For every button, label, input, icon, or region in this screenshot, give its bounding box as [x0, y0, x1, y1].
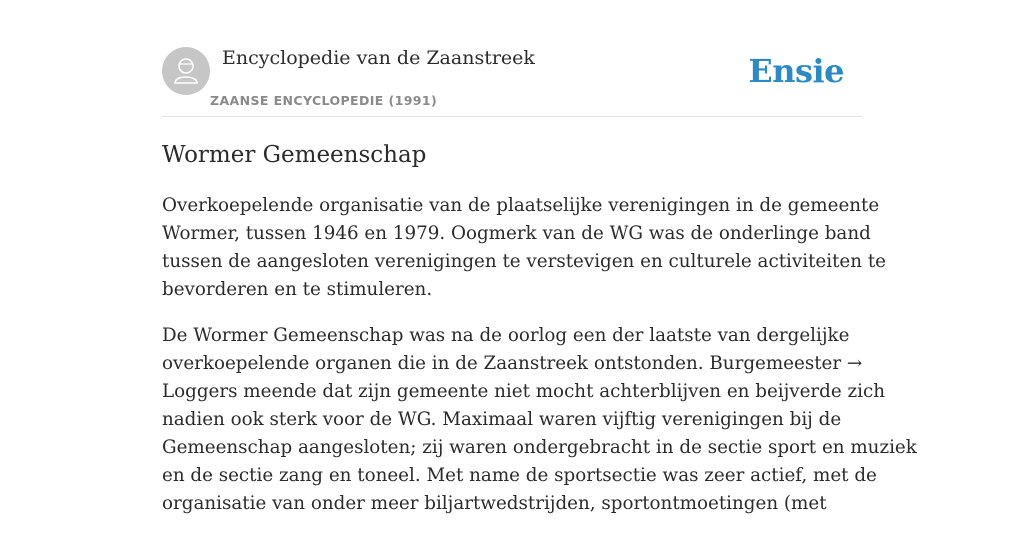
ensie-logo-link[interactable]: Ensie [748, 52, 844, 90]
cross-reference-arrow-icon[interactable]: → [846, 353, 863, 374]
article-paragraph-1 [162, 192, 886, 304]
paragraph-text: overkoepelende organen die in de Zaanstreek ontstonden. Burgemeester [162, 353, 847, 374]
paragraph-line: Overkoepelende organisatie van de plaatselijke verenigingen in de gemeente [162, 195, 880, 216]
paragraph-line: en de sectie zang en toneel. Met name de sportsectie was zeer actief, met de [162, 465, 877, 486]
cross-reference-link-loggers[interactable]: Loggers [162, 381, 238, 402]
avatar-silhouette-icon [162, 47, 210, 95]
paragraph-line: nadien ook sterk voor de WG. Maximaal waren vijftig verenigingen bij de [162, 409, 842, 430]
paragraph-line: Wormer, tussen 1946 en 1979. Oogmerk van de WG was de onderlinge band [162, 223, 871, 244]
paragraph-line [162, 350, 862, 378]
site-header [162, 46, 862, 117]
encyclopedia-subtitle: ZAANSE ENCYCLOPEDIE (1991) [210, 93, 438, 108]
article-title: Wormer Gemeenschap [162, 142, 427, 168]
paragraph-line: organisatie van onder meer biljartwedstrijden, sportontmoetingen (met [162, 493, 827, 514]
article-body [162, 192, 917, 536]
article-paragraph-2 [162, 322, 917, 518]
user-avatar-icon[interactable] [162, 47, 210, 95]
encyclopedia-title-link[interactable]: Encyclopedie van de Zaanstreek [222, 47, 535, 69]
paragraph-line: tussen de aangesloten verenigingen te verstevigen en culturele activiteiten te [162, 251, 886, 272]
paragraph-line: bevorderen en te stimuleren. [162, 279, 433, 300]
paragraph-line: De Wormer Gemeenschap was na de oorlog een der laatste van dergelijke [162, 325, 850, 346]
paragraph-text: meende dat zijn gemeente niet mocht achterblijven en beijverde zich [237, 381, 885, 402]
paragraph-line [162, 378, 885, 406]
paragraph-line: Gemeenschap aangesloten; zij waren ondergebracht in de sectie sport en muziek [162, 437, 917, 458]
